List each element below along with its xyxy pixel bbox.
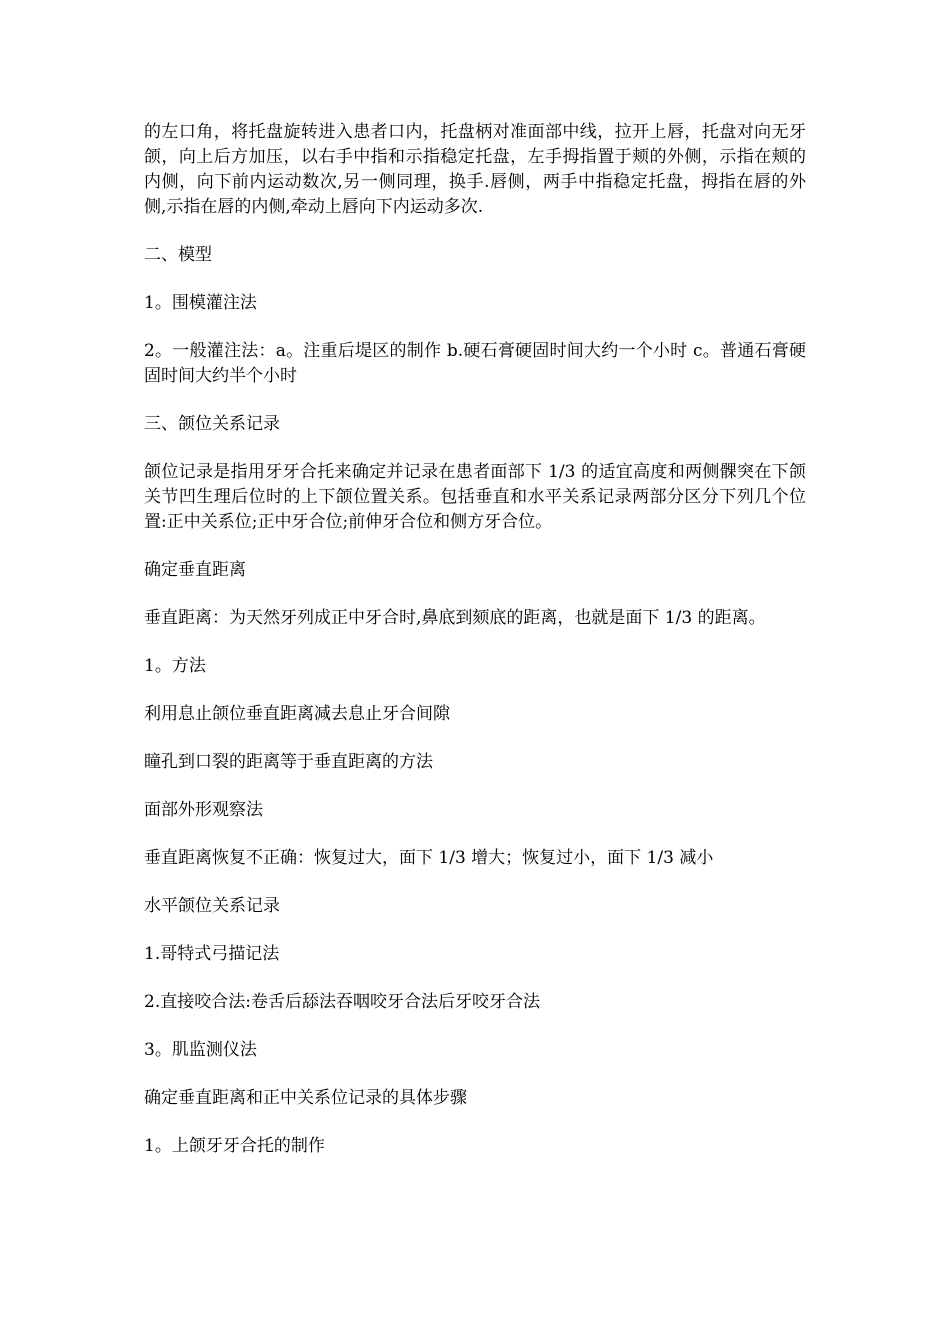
- subheading-horizontal-relation: 水平颌位关系记录: [144, 896, 280, 916]
- paragraph-pupil-method: 瞳孔到口裂的距离等于垂直距离的方法: [144, 752, 433, 772]
- paragraph-vertical-distance-definition: 垂直距离：为天然牙列成正中牙合时,鼻底到颏底的距离，也就是面下 1/3 的距离。: [144, 608, 766, 628]
- subheading-vertical-distance: 确定垂直距离: [144, 560, 246, 580]
- list-item-direct-bite: 2.直接咬合法:卷舌后舔法吞咽咬牙合法后牙咬牙合法: [144, 992, 540, 1012]
- list-item-general-pouring: 2。一般灌注法：a。注重后堤区的制作 b.硬石膏硬固时间大约一个小时 c。普通石膏硬固时间大约半个小时: [144, 341, 806, 386]
- paragraph-incorrect-restoration: 垂直距离恢复不正确：恢复过大，面下 1/3 增大；恢复过小，面下 1/3 减小: [144, 848, 714, 868]
- paragraph-tray-placement: 的左口角，将托盘旋转进入患者口内，托盘柄对准面部中线，拉开上唇，托盘对向无牙颌，向上后方加压，以右手中指和示指稳定托盘，左手拇指置于颊的外侧，示指在颊的内侧，向下前内运动数次,另一侧同理，换手.唇侧，两手中指稳定托盘，拇指在唇的外侧,示指在唇的内侧,牵动上唇向下内运动多次.: [144, 122, 806, 217]
- paragraph-rest-position-method: 利用息止颌位垂直距离减去息止牙合间隙: [144, 704, 450, 724]
- list-item-mold-pouring: 1。围模灌注法: [144, 293, 257, 313]
- paragraph-facial-observation: 面部外形观察法: [144, 800, 263, 820]
- list-item-myomonitor: 3。肌监测仪法: [144, 1040, 257, 1060]
- paragraph-jaw-record-definition: 颌位记录是指用牙牙合托来确定并记录在患者面部下 1/3 的适宜高度和两侧髁突在下颌关节凹生理后位时的上下颌位置关系。包括垂直和水平关系记录两部分区分下列几个位置:正中关系位;正中牙合位;前伸牙合位和侧方牙合位。: [144, 462, 806, 532]
- heading-model: 二、模型: [144, 245, 212, 265]
- subheading-steps: 确定垂直距离和正中关系位记录的具体步骤: [144, 1088, 467, 1108]
- list-item-method: 1。方法: [144, 656, 206, 676]
- heading-jaw-relation: 三、颌位关系记录: [144, 414, 280, 434]
- list-item-upper-base: 1。上颌牙牙合托的制作: [144, 1136, 325, 1156]
- list-item-gothic-arch: 1.哥特式弓描记法: [144, 944, 280, 964]
